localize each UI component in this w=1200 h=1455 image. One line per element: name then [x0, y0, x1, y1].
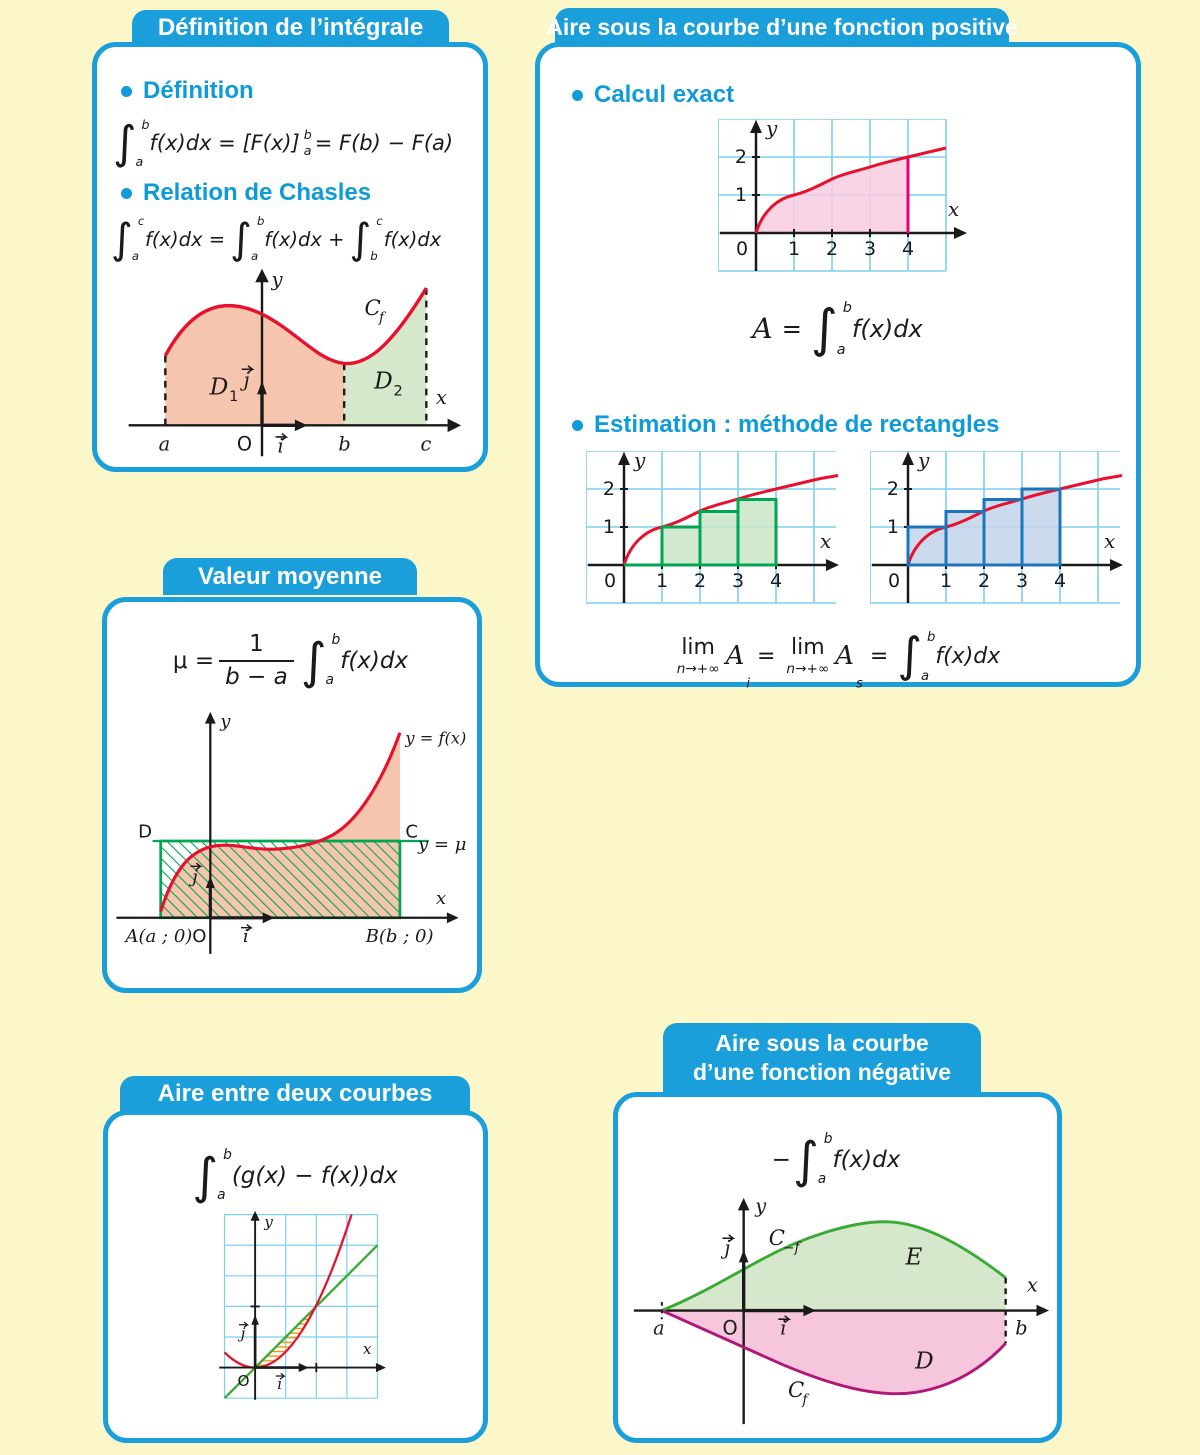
graph-entre-courbes	[213, 1207, 389, 1402]
x-tick-0: 0	[735, 238, 749, 260]
x-axis-label: x	[820, 529, 832, 553]
y-axis-label: y	[271, 268, 283, 292]
graph-valeur-moyenne	[111, 702, 483, 962]
label-point-A: A(a ; 0)	[125, 926, 193, 948]
x-axis-label: x	[436, 386, 447, 410]
x-tick-0: 0	[887, 570, 901, 592]
label-point-B: B(b ; 0)	[365, 926, 434, 948]
graph-fonction-negative	[628, 1193, 1052, 1429]
panel-aire-fonction-negative	[613, 1092, 1062, 1443]
integral-sign: ∫ c b	[349, 214, 383, 264]
label-j: j	[240, 1324, 246, 1343]
label-i: i	[277, 1375, 283, 1393]
y-axis-label: y	[755, 1194, 767, 1218]
integral-sign: ∫ b a	[810, 298, 852, 359]
label-origin: O	[237, 1371, 250, 1390]
label-region-E: E	[905, 1244, 923, 1271]
y-axis-label: y	[264, 1212, 273, 1231]
x-axis-label: x	[1104, 529, 1116, 553]
label-j: j	[192, 866, 198, 888]
panel-valeur-moyenne	[102, 597, 482, 993]
panel-aire-fonction-positive	[535, 42, 1141, 692]
formula-valeur-moyenne: μ = $\frac{1}{b - a}$ ∫ b a f(x)dx	[107, 630, 477, 692]
label-a: a	[653, 1316, 665, 1340]
label-C: C	[405, 821, 418, 843]
y-axis-label: y	[220, 711, 231, 733]
label-i: i	[780, 1316, 787, 1340]
y-tick-2: 2	[886, 478, 899, 500]
x-tick-1: 1	[787, 238, 801, 260]
label-curve-minus-f: C	[768, 1225, 785, 1251]
y-tick-2: 2	[734, 146, 747, 168]
x-axis-label: x	[948, 197, 960, 221]
heading-label: Estimation : méthode de rectangles	[594, 411, 1000, 438]
label-curve-cf: C	[364, 296, 381, 322]
formula-definition	[111, 115, 456, 172]
bullet-icon	[121, 86, 132, 97]
integral-sign: ∫ b a	[792, 1130, 833, 1189]
label-region-d2-sub: 2	[393, 383, 403, 400]
label-i: i	[277, 434, 284, 458]
limit-block: lim n→+∞	[786, 634, 830, 677]
tab-definition-integrale	[132, 10, 449, 46]
panel-aire-entre-courbes	[103, 1110, 488, 1443]
tab-aire-fonction-negative	[663, 1023, 981, 1093]
label-b: b	[338, 432, 351, 456]
label-region-d1-sub: 1	[229, 389, 239, 406]
unit-vector-j	[251, 1315, 259, 1368]
y-axis-label: y	[918, 451, 930, 472]
formula-entre-courbes: ∫ b a (g(x) − f(x))dx	[108, 1145, 483, 1207]
bullet-icon	[572, 90, 583, 101]
y-tick-1: 1	[886, 516, 899, 538]
x-tick-4: 4	[901, 238, 915, 260]
heading-chasles	[121, 179, 371, 207]
label-y-fx: y = f(x)	[405, 728, 467, 748]
formula-negative: − ∫ b a f(x)dx	[618, 1129, 1057, 1191]
heading-definition	[121, 77, 254, 105]
y-axis-label: y	[634, 451, 646, 472]
graph-rectangles-inferieurs	[586, 451, 848, 615]
label-j: j	[243, 368, 250, 392]
heading-calcul-exact	[572, 81, 734, 109]
tab-title: Définition de l’intégrale	[157, 14, 424, 41]
label-region-d2: D	[374, 367, 393, 395]
fraction: $\frac{1}{b - a}$	[219, 632, 294, 691]
label-y-mu: y = μ	[417, 834, 467, 856]
x-tick-3: 3	[731, 570, 745, 592]
label-c: c	[420, 432, 432, 456]
y-tick-1: 1	[602, 516, 615, 538]
label-curve-f-sub: f	[802, 1391, 808, 1408]
x-tick-4: 4	[769, 570, 783, 592]
integral-sign: ∫ b a	[230, 214, 265, 264]
tab-title: Valeur moyenne	[197, 562, 383, 590]
x-tick-2: 2	[693, 570, 707, 592]
x-tick-0: 0	[603, 570, 617, 592]
bracket-bounds: b a	[303, 126, 312, 159]
label-a: a	[158, 432, 171, 456]
integral-sign: ∫ b a	[113, 115, 150, 169]
script-A-inf: A	[725, 640, 745, 671]
heading-estimation	[572, 411, 999, 439]
tab-title-line1: Aire sous la courbe	[715, 1030, 929, 1057]
x-axis-label: x	[1026, 1273, 1038, 1297]
x-axis-label: x	[362, 1339, 372, 1358]
x-tick-4: 4	[1053, 570, 1067, 592]
tab-title: Aire sous la courbe d’une fonction positive	[546, 13, 1018, 40]
x-tick-2: 2	[825, 238, 839, 260]
heading-label: Calcul exact	[594, 81, 735, 108]
y-tick-2: 2	[602, 478, 615, 500]
script-A: A	[752, 312, 773, 346]
integral-sign: ∫ c a	[111, 214, 145, 264]
label-i: i	[242, 926, 249, 948]
x-tick-1: 1	[939, 570, 953, 592]
label-origin: O	[236, 432, 253, 456]
x-tick-1: 1	[655, 570, 669, 592]
formula-body: f(x)dx = [F(x)]	[149, 130, 300, 155]
limit-block: lim n→+∞	[676, 634, 720, 677]
label-curve-f: C	[787, 1377, 805, 1403]
tab-aire-fonction-positive	[546, 8, 1018, 46]
label-origin: O	[722, 1316, 738, 1340]
integral-sign: ∫ b a	[300, 631, 341, 690]
x-tick-3: 3	[1015, 570, 1029, 592]
tab-aire-entre-courbes	[120, 1076, 470, 1112]
formula-chasles: ∫ c a f(x)dx = ∫ b a f(x)dx + ∫ c b f(x)dx	[109, 213, 444, 266]
label-D: D	[138, 821, 152, 843]
y-axis-label: y	[766, 119, 778, 140]
label-region-d1: D	[209, 373, 229, 401]
label-origin: O	[192, 926, 207, 948]
region-E	[662, 1222, 1006, 1311]
bullet-icon	[121, 188, 132, 199]
tab-title-line2: d’une fonction négative	[692, 1059, 952, 1085]
integral-sign: ∫ b a	[192, 1146, 232, 1205]
tab-valeur-moyenne	[163, 558, 417, 595]
rectangle-fills	[662, 500, 776, 566]
region-d1	[165, 306, 344, 426]
integral-sign: ∫ b a	[897, 628, 936, 684]
formula-tail: = F(b) − F(a)	[314, 130, 454, 155]
graph-chasles	[117, 261, 465, 464]
label-j: j	[724, 1236, 731, 1260]
x-tick-2: 2	[977, 570, 991, 592]
x-tick-3: 3	[863, 238, 877, 260]
y-tick-1: 1	[734, 184, 747, 206]
tab-title: Aire entre deux courbes	[157, 1080, 433, 1107]
graph-rectangles-superieurs	[870, 451, 1132, 615]
graph-calcul-exact	[718, 119, 968, 283]
formula-limites: lim n→+∞ A i = lim n→+∞ A s = ∫ b a f(x)dx	[676, 628, 1001, 692]
heading-label: Relation de Chasles	[143, 179, 372, 206]
label-region-D: D	[915, 1348, 934, 1375]
label-b: b	[1015, 1316, 1028, 1340]
x-axis-label: x	[436, 888, 447, 910]
label-curve-cf-sub: f	[378, 309, 384, 326]
formula-aire: A = ∫ b a f(x)dx	[540, 297, 1136, 362]
panel-definition-integrale	[92, 42, 488, 472]
heading-label: Définition	[143, 77, 254, 104]
bullet-icon	[572, 420, 583, 431]
script-A-sup: A	[835, 640, 854, 671]
label-curve-minus-f-sub: −f	[783, 1239, 800, 1256]
